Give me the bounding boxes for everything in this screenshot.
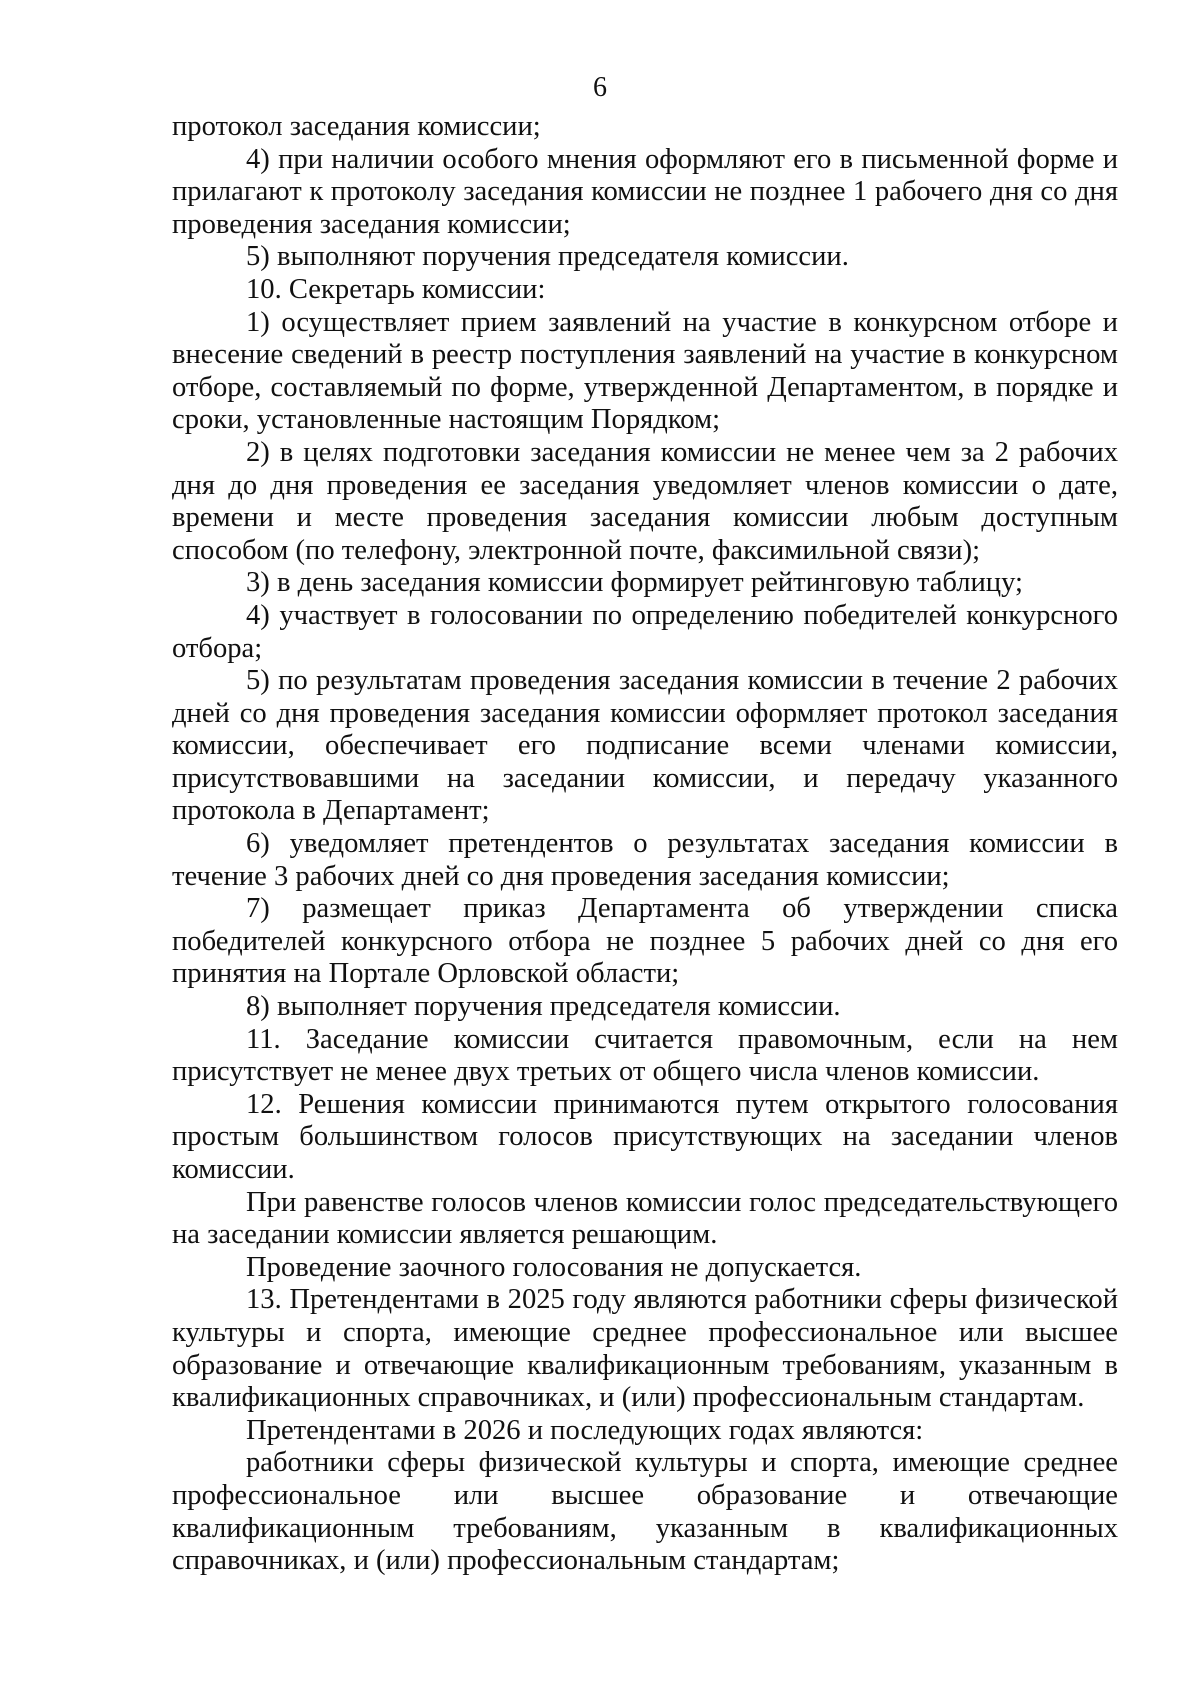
paragraph: протокол заседания комиссии;	[172, 111, 541, 142]
paragraph: При равенстве голосов членов комиссии голос председательствующего на заседании комиссии является решающим.	[172, 1186, 1118, 1251]
document-body	[172, 111, 1118, 1578]
paragraph: 10. Секретарь комиссии:	[246, 273, 546, 305]
paragraph: 6) уведомляет претендентов о результатах заседания комиссии в течение 3 рабочих дней со дня проведения заседания комиссии;	[172, 828, 1118, 892]
paragraph: 2) в целях подготовки заседания комиссии не менее чем за 2 рабочих дня до дня проведения ее заседания уведомляет членов комиссии о дате, времени и месте проведения заседания комиссии любым доступным способом (по телефону, электронной почте, факсимильной связи);	[172, 436, 1118, 566]
paragraph: 13. Претендентами в 2025 году являются работники сферы физической культуры и спорта, имеющие среднее профессиональное или высшее образование и отвечающие квалификационным требованиям, указанным в квалификационных справочниках, и (или) профессиональным стандартам.	[172, 1284, 1118, 1414]
paragraph: 4) при наличии особого мнения оформляют его в письменной форме и прилагают к протоколу заседания комиссии не позднее 1 рабочего дня со дня проведения заседания комиссии;	[172, 143, 1118, 240]
paragraph: Претендентами в 2026 и последующих годах являются:	[246, 1414, 924, 1446]
paragraph: 5) выполняют поручения председателя комиссии.	[246, 241, 849, 273]
paragraph: 8) выполняет поручения председателя комиссии.	[246, 991, 841, 1023]
paragraph: 3) в день заседания комиссии формирует рейтинговую таблицу;	[246, 567, 1023, 599]
paragraph: 1) осуществляет прием заявлений на участие в конкурсном отборе и внесение сведений в реестр поступления заявлений на участие в конкурсном отборе, составляемый по форме, утвержденной Департаментом, в порядке и сроки, установленные настоящим Порядком;	[172, 306, 1118, 436]
paragraph: 11. Заседание комиссии считается правомочным, если на нем присутствует не менее двух третьих от общего числа членов комиссии.	[172, 1023, 1118, 1088]
paragraph: Проведение заочного голосования не допускается.	[246, 1251, 862, 1283]
paragraph: 12. Решения комиссии принимаются путем открытого голосования простым большинством голосов присутствующих на заседании членов комиссии.	[172, 1088, 1118, 1185]
paragraph: 4) участвует в голосовании по определению победителей конкурсного отбора;	[172, 599, 1118, 664]
paragraph: 5) по результатам проведения заседания комиссии в течение 2 рабочих дней со дня проведения заседания комиссии оформляет протокол заседания комиссии, обеспечивает его подписание всеми членами комиссии, присутствовавшими на заседании комиссии, и передачу указанного протокола в Департамент;	[172, 665, 1118, 827]
page-number: 6	[593, 72, 607, 103]
paragraph: работники сферы физической культуры и спорта, имеющие среднее профессиональное или высшее образование и отвечающие квалификационным требованиям, указанным в квалификационных справочниках, и (или) профессиональным стандартам;	[172, 1447, 1118, 1577]
paragraph: 7) размещает приказ Департамента об утверждении списка победителей конкурсного отбора не позднее 5 рабочих дней со дня его принятия на Портале Орловской области;	[172, 893, 1118, 990]
